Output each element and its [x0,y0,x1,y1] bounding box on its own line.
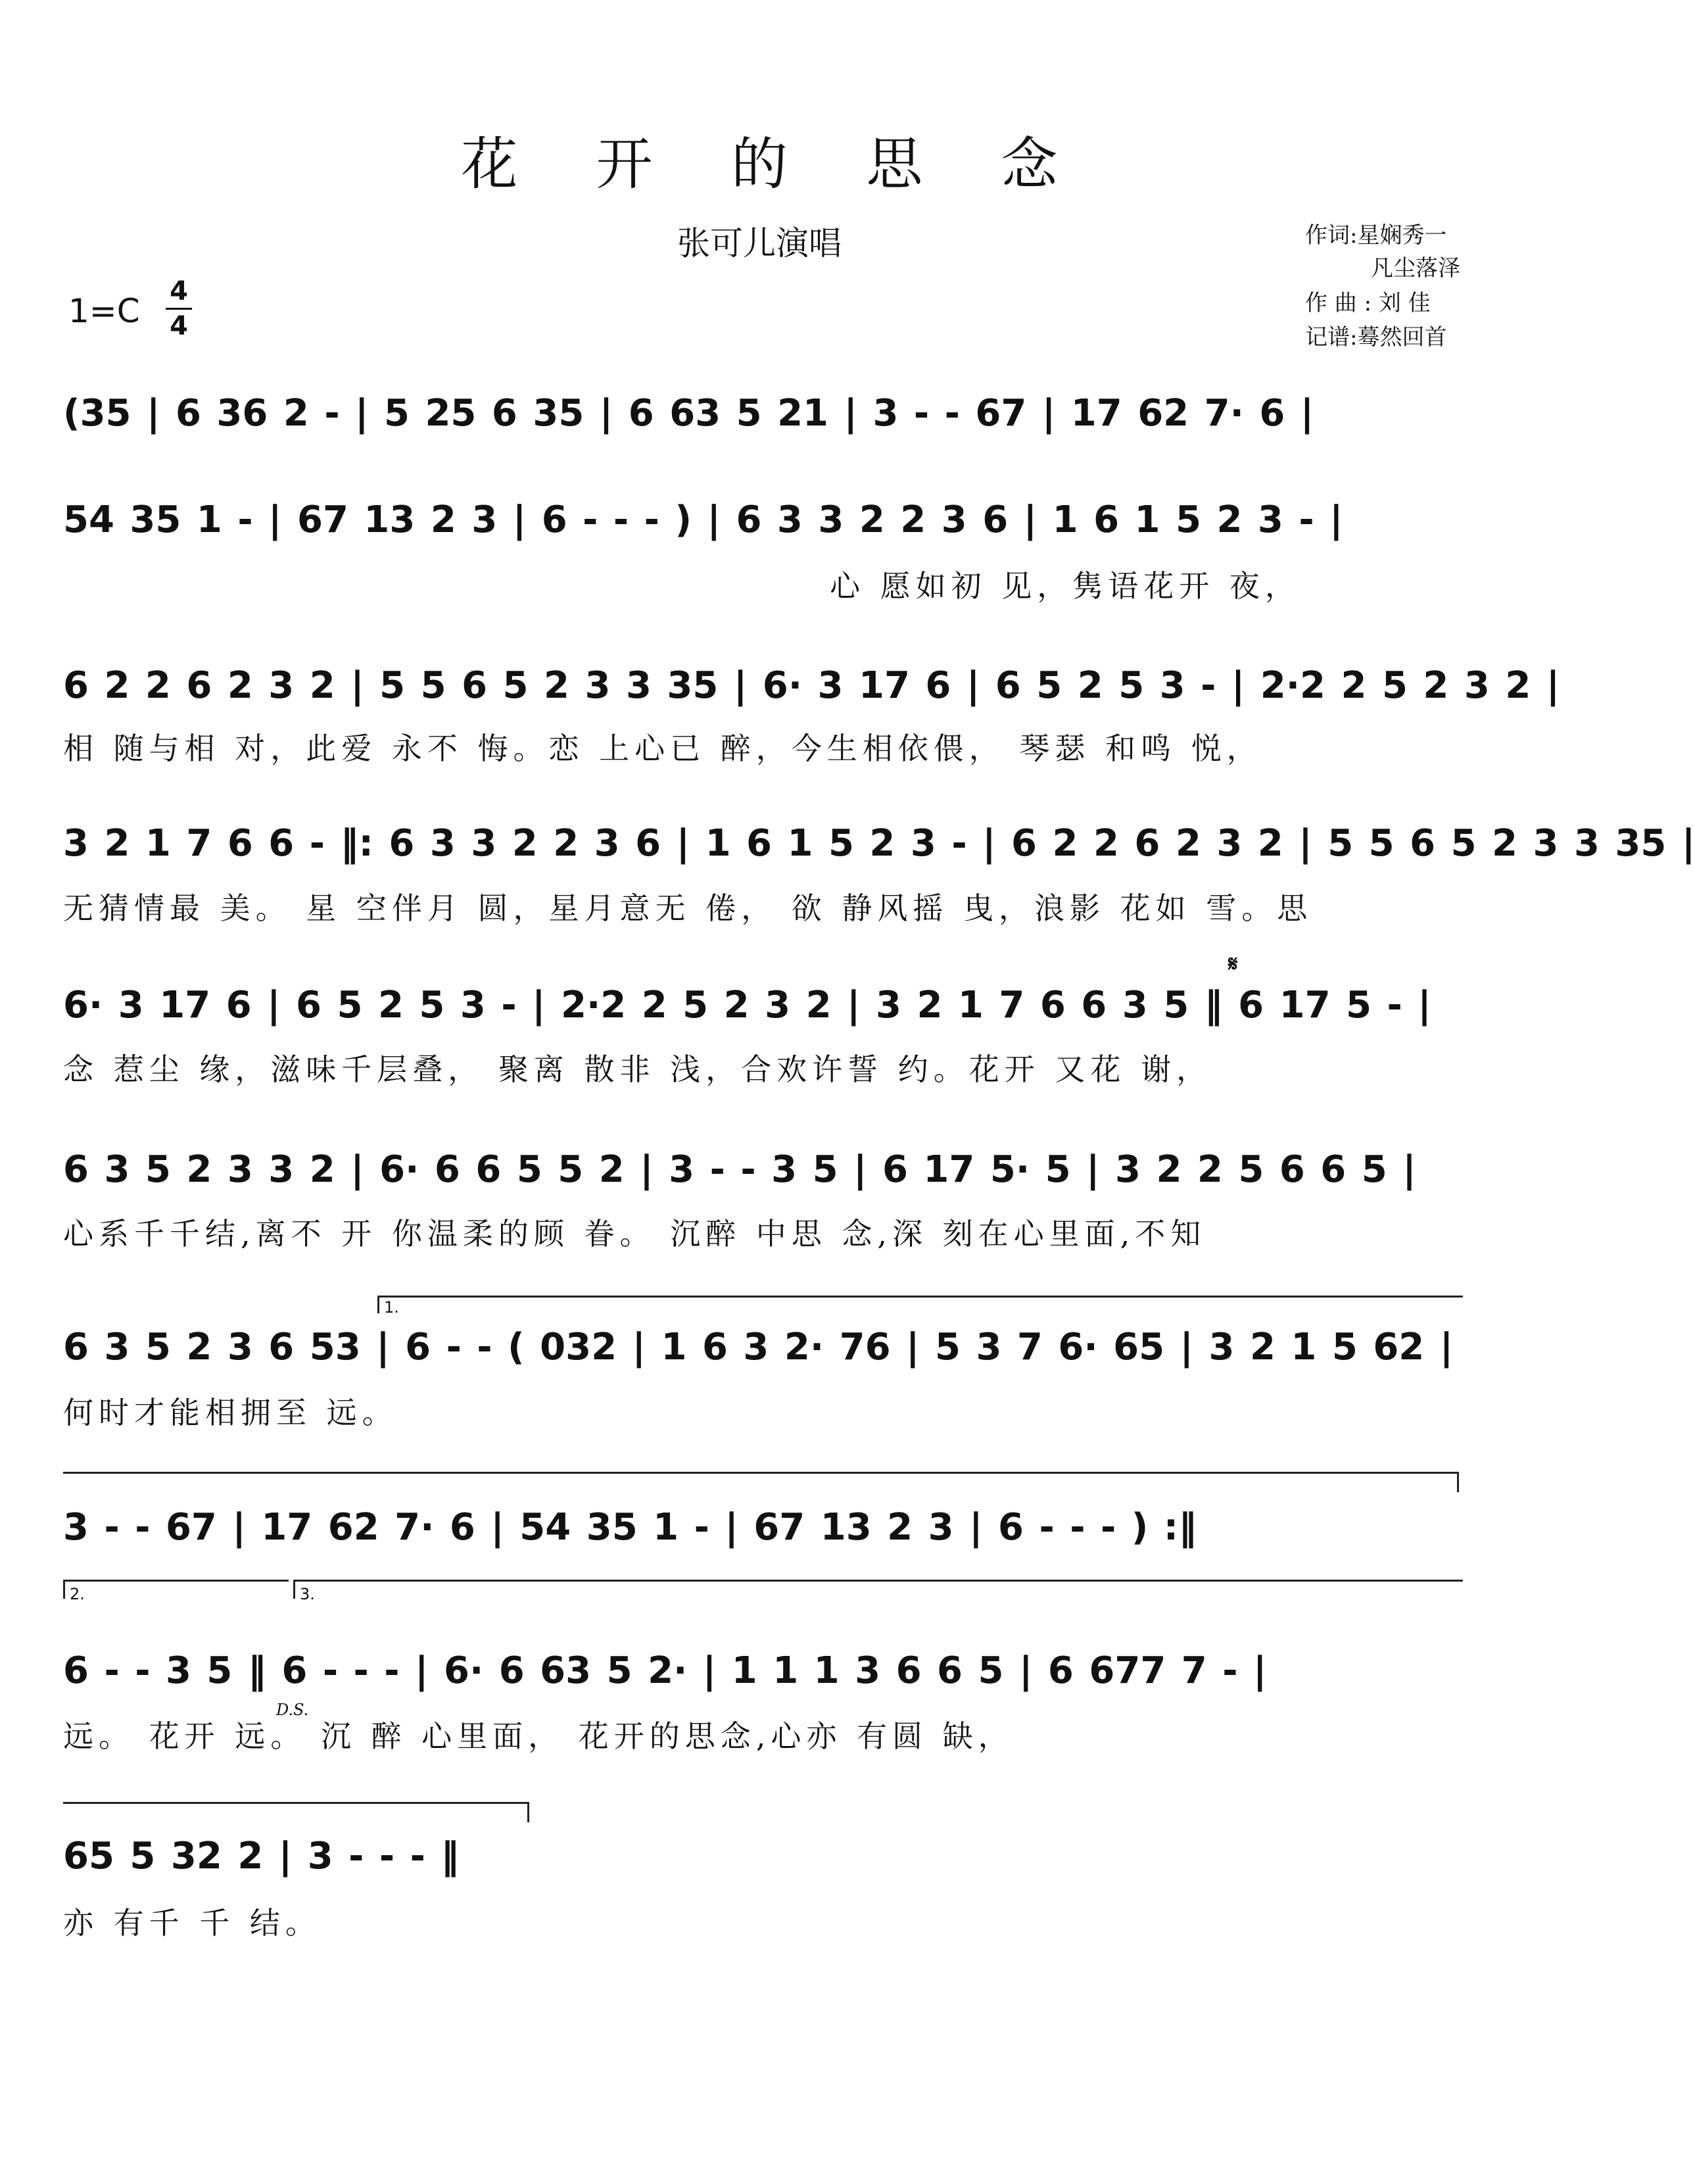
notation-line-2: 54 35 1 - | 67 13 2 3 | 6 - - - ) | 6 3 3 2 2 3 6 | 1 6 1 5 2 3 - | [63,498,1343,541]
volta-number-3: 3. [300,1585,315,1603]
notation-line-10: 65 5 32 2 | 3 - - - ‖ [63,1835,460,1878]
ds-mark: D.S. [276,1701,309,1719]
song-title: 花 开 的 思 念 [461,132,1088,197]
notation-line-9: 6 - - 3 5 ‖ 6 - - - | 6· 6 63 5 2· | 1 1 1 3 6 6 5 | 6 677 7 - | [63,1649,1267,1692]
lyrics-line-5: 念 惹尘 缘，滋味千层叠， 聚离 散非 浅，合欢许誓 约。花开 又花 谢， [63,1052,1212,1087]
notation-line-8: 3 - - 67 | 17 62 7· 6 | 54 35 1 - | 67 13 2 3 | 6 - - - ) :‖ [63,1506,1197,1549]
lyrics-line-7: 何时才能相拥至 远。 [63,1395,398,1430]
lyrics-line-10: 亦 有千 千 结。 [63,1905,321,1941]
volta-number-2: 2. [70,1585,85,1603]
notation-line-3: 6 2 2 6 2 3 2 | 5 5 6 5 2 3 3 35 | 6· 3 17 6 | 6 5 2 5 3 - | 2·2 2 5 2 3 2 | [63,664,1560,707]
volta-bracket-1-continued [63,1472,1459,1492]
lyrics-line-6: 心系千千结,离不 开 你温柔的顾 眷。 沉醉 中思 念,深 刻在心里面,不知 [63,1216,1206,1251]
notation-line-4: 3 2 1 7 6 6 - ‖: 6 3 3 2 2 3 6 | 1 6 1 5 2 3 - | 6 2 2 6 2 3 2 | 5 5 6 5 2 3 3 35 | [63,822,1695,865]
key-signature: 1=C [68,292,140,330]
notation-line-5: 6· 3 17 6 | 6 5 2 5 3 - | 2·2 2 5 2 3 2 | 3 2 1 7 6 6 3 5 ‖ 6 17 5 - | [63,984,1431,1027]
time-signature [166,276,192,341]
segno-mark: 𝄋 [1228,951,1238,977]
notation-line-1: (35 | 6 36 2 - | 5 25 6 35 | 6 63 5 21 | 3 - - 67 | 17 62 7· 6 | [63,392,1314,435]
transcriber-credit: 记谱:蓦然回首 [1305,324,1447,351]
volta-bracket-1 [377,1296,1463,1313]
composer-credit: 作 曲 : 刘 佳 [1305,290,1431,316]
notation-line-7: 6 3 5 2 3 6 53 | 6 - - ( 032 | 1 6 3 2· 76 | 5 3 7 6· 65 | 3 2 1 5 62 | [63,1326,1454,1369]
lyrics-line-3: 相 随与相 对，此爱 永不 悔。恋 上心已 醉，今生相依偎， 琴瑟 和鸣 悦， [63,731,1262,766]
time-signature-bottom: 4 [170,311,188,341]
volta-bracket-2 [63,1580,289,1599]
volta-bracket-3 [293,1580,1463,1599]
lyrics-line-2: 心 愿如初 见，隽语花开 夜， [830,568,1301,604]
notation-line-6: 6 3 5 2 3 3 2 | 6· 6 6 5 5 2 | 3 - - 3 5 | 6 17 5· 5 | 3 2 2 5 6 6 5 | [63,1148,1416,1191]
lyricist-second-credit: 凡尘落泽 [1371,255,1460,281]
time-signature-top: 4 [170,276,188,306]
final-bracket [63,1802,529,1822]
lyrics-line-9: 远。 花开 远。 沉 醉 心里面， 花开的思念,心亦 有圆 缺， [63,1718,1014,1754]
time-signature-divider [166,308,192,310]
lyrics-line-4: 无猜情最 美。 星 空伴月 圆，星月意无 倦， 欲 静风摇 曳，浪影 花如 雪。思 [63,890,1313,926]
singer-credit: 张可儿演唱 [677,224,842,262]
lyricist-credit: 作词:星娴秀一 [1305,222,1447,249]
volta-number-1: 1. [384,1298,399,1317]
